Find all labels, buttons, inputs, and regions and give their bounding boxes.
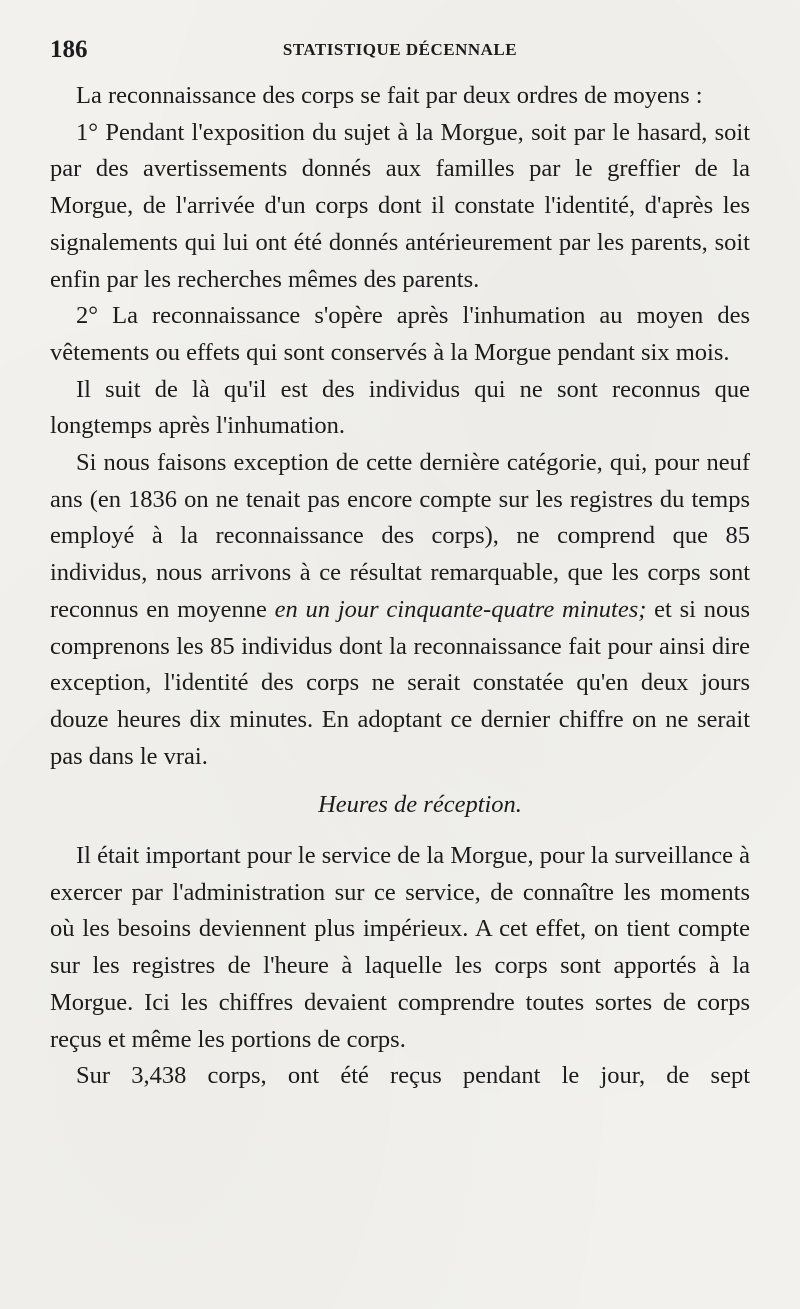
paragraph-late-recognition: Il suit de là qu'il est des individus qui ne sont reconnus que longtemps après l'inhumation. [50,375,750,440]
body-text [50,78,750,1095]
paragraph-average-time-emphasis: en un jour cinquante-quatre minutes; [274,595,647,623]
section-heading: Heures de réception. [318,791,522,819]
paragraph-average-time-part-a: Si nous faisons exception de cette dernière catégorie, qui, pour neuf ans (en 1836 on ne tenait pas encore compte sur les registres du temps employé à la reconnaissance des corps), ne comprend que 85 individus, nous arrivons à ce résultat remarquable, que les corps sont reconnus en moyenne [50,449,750,623]
paragraph-average-time [50,445,750,775]
page-number: 186 [50,36,88,63]
paragraph-recognition-means: La reconnaissance des corps se fait par deux ordres de moyens : [76,82,703,109]
page-header [50,36,750,66]
paragraph-average-time-part-b: et si nous comprenons les 85 individus dont la reconnaissance fait pour ainsi dire exception, l'identité des corps ne serait constatée qu'en deux jours douze heures dix minutes. En adoptant ce dernier chiffre on ne serait pas dans le vrai. [50,595,751,770]
paragraph-second-means: 2° La reconnaissance s'opère après l'inhumation au moyen des vêtements ou effets qui sont conservés à la Morgue pendant six mois. [50,302,750,366]
paragraph-first-means: 1° Pendant l'exposition du sujet à la Morgue, soit par le hasard, soit par des avertissements donnés aux familles par le greffier de la Morgue, de l'arrivée d'un corps dont il constate l'identité, d'après les signalements qui lui ont été donnés antérieurement par les parents, soit enfin par les recherches mêmes des parents. [50,118,750,293]
paragraph-bodies-received: Sur 3,438 corps, ont été reçus pendant le jour, de sept [76,1062,750,1090]
running-head: STATISTIQUE DÉCENNALE [282,40,518,59]
paragraph-reception-hours: Il était important pour le service de la Morgue, pour la surveillance à exercer par l'administration sur ce service, de connaître les moments où les besoins deviennent plus impérieux. A cet effet, on tient compte sur les registres de l'heure à laquelle les corps sont apportés à la Morgue. Ici les chiffres devaient comprendre toutes sortes de corps reçus et même les portions de corps. [50,842,750,1053]
